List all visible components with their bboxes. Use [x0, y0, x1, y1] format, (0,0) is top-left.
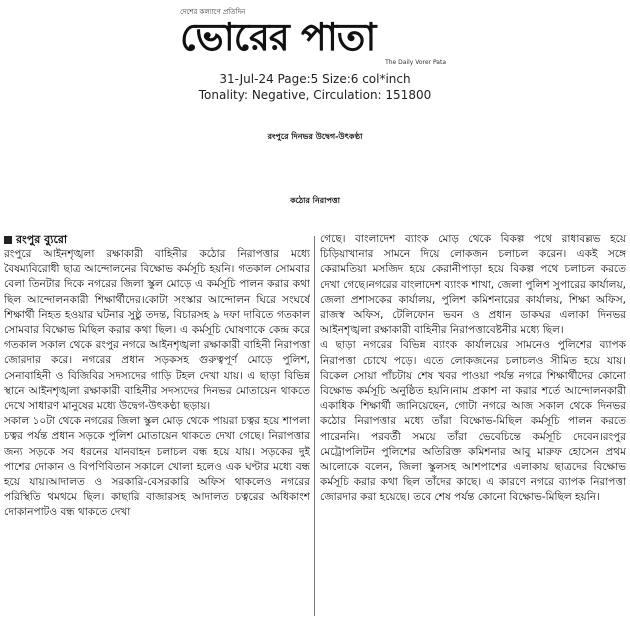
headline-line-1: রংপুরে দিনভর উদ্বেগ-উৎকণ্ঠা — [267, 132, 363, 141]
article-paragraph: এ ছাড়া নগরের বিভিন্ন ব্যাংক কার্যালয়ের সামনেও পুলিশের ব্যাপক নিরাপত্তা চোখে পড়ে। এতে লোকজনের চলাচলও সীমিত হয়ে যায়। বিকেল সোয়া পাঁচটায় শেষ খবর পাওয়া পর্যন্ত নগরে শিক্ষার্থীদের কোনো বিক্ষোভ কর্মসূচি অনুষ্ঠিত হয়নি।নাম প্রকাশ না করার শর্তে আন্দোলনকারী একাধিক শিক্ষার্থী জানিয়েছেন, গোটা নগরে আজ সকাল থেকে দিনভর কঠোর নিরাপত্তার মধ্যে তাঁরা বিক্ষোভ-মিছিল কর্মসূচি পালন করতে পারেননি। পরবর্তী সময়ে তাঁরা ভেবেচিন্তে কর্মসূচি দেবেন।রংপুর মেট্রোপলিটন পুলিশের অতিরিক্ত কমিশনার আবু মারুফ হোসেন প্রথম আলোকে বলেন, জিলা স্কুলসহ আশপাশের এলাকায় ছাত্রদের বিক্ষোভ কর্মসূচি করার কথা ছিল তাঁদের কাছে। এ কারণে নগরে ব্যাপক নিরাপত্তা জোরদার করা হয়েছে। তবে শেষ পর্যন্ত কোনো বিক্ষোভ-মিছিল হয়নি। — [320, 339, 626, 504]
newspaper-logo-subtitle: The Daily Vorer Pata — [385, 59, 446, 66]
clip-meta-tonality: Tonality: Negative, Circulation: 151800 — [198, 88, 432, 102]
article-paragraph: সকাল ১০টা থেকে নগরের জিলা স্কুল মোড় থেকে পায়রা চত্বর হয়ে শাপলা চত্বর পর্যন্ত প্রধান সড়কে পুলিশ মোতায়েন থাকতে দেখা গেছে। নিরাপত্তার জন্য সড়কে সব ধরনের যানবাহন চলাচল বন্ধ হয়ে যায়। সড়কের দুই পাশের দোকান ও বিপণিবিতান সকালে খোলা হলেও এক ঘণ্টার মধ্যে বন্ধ হয়ে যায়।আদালত ও সরকারি-বেসরকারি অফিস থাকলেও নগরের পরিস্থিতি থমথমে ছিল। কাছারি বাজারসহ আদালত চত্বরের অধিকাংশ দোকানপাটও বন্ধ থাকতে দেখা — [4, 415, 310, 519]
article-column-left — [4, 232, 310, 618]
newspaper-masthead — [180, 6, 450, 66]
clip-meta-date-size: 31-Jul-24 Page:5 Size:6 col*inch — [219, 72, 411, 86]
headline-line-2: কঠোর নিরাপত্তা — [290, 196, 340, 205]
article-paragraph: রংপুরে আইনশৃঙ্খলা রক্ষাকারী বাহিনীর কঠোর নিরাপত্তার মধ্যে বৈষম্যবিরোধী ছাত্র আন্দোলনের বিক্ষোভ কর্মসূচি হয়নি। গতকাল সোমবার বেলা তিনটার দিকে নগরের জিলা স্কুল মোড়ে এ কর্মসূচি পালন করার কথা ছিল আন্দোলনকারী শিক্ষার্থীদের।কোটা সংস্কার আন্দোলন ঘিরে সংঘর্ষে শিক্ষার্থী নিহত হওয়ার ঘটনার সুষ্ঠু তদন্ত, বিচারসহ ৯ দফা দাবিতে গতকাল সোমবার বিক্ষোভ মিছিল করার কথা ছিল। এ কর্মসূচি ঘোষণাকে কেন্দ্র করে গতকাল সকাল থেকে রংপুর নগরে আইনশৃঙ্খলা রক্ষাকারী বাহিনী নিরাপত্তা জোরদার করে। নগরের প্রধান সড়কসহ গুরুত্বপূর্ণ মোড়ে পুলিশ, সেনাবাহিনী ও বিজিবির সদস্যদের গাড়ি টহল দেখা যায়। এ ছাড়া বিভিন্ন স্থানে আইনশৃঙ্খলা রক্ষাকারী বাহিনীর সদস্যদের দিনভর মোতায়েন থাকতে দেখে সাধারণ মানুষের মধ্যে উদ্বেগ-উৎকণ্ঠা ছড়ায়। — [4, 248, 310, 413]
byline — [4, 232, 310, 247]
article-column-right — [320, 232, 626, 618]
newspaper-logo: ভোরের পাতা — [180, 14, 376, 59]
column-divider — [314, 236, 315, 616]
bullet-square-icon — [4, 236, 12, 244]
byline-text: রংপুর ব্যুরো — [16, 233, 68, 246]
masthead-tagline: দেশের কল্যাণে প্রতিদিন — [180, 8, 246, 16]
article-paragraph: গেছে। বাংলাদেশ ব্যাংক মোড় থেকে বিকল্প পথে রাধাবল্লভ হয়ে চিড়িয়াখানার সামনে দিয়ে লোকজন চলাচল করেন। একই সঙ্গে কেরামতিয়া মসজিদ হয়ে কেরানীপাড়া হয়ে বিকল্প পথে চলাচল করতে দেখা গেছে।নগরের বাংলাদেশ ব্যাংক শাখা, জেলা পুলিশ সুপারের কার্যালয়, জেলা প্রশাসকের কার্যালয়, পুলিশ কমিশনারের কার্যালয়, শিক্ষা অফিস, রাজস্ব অফিস, টেলিফোন ভবন ও প্রধান ডাকঘর এলাকা দিনভর আইনশৃঙ্খলা রক্ষাকারী বাহিনীর নিরাপত্তাবেষ্টনীর মধ্যে ছিল। — [320, 233, 626, 337]
